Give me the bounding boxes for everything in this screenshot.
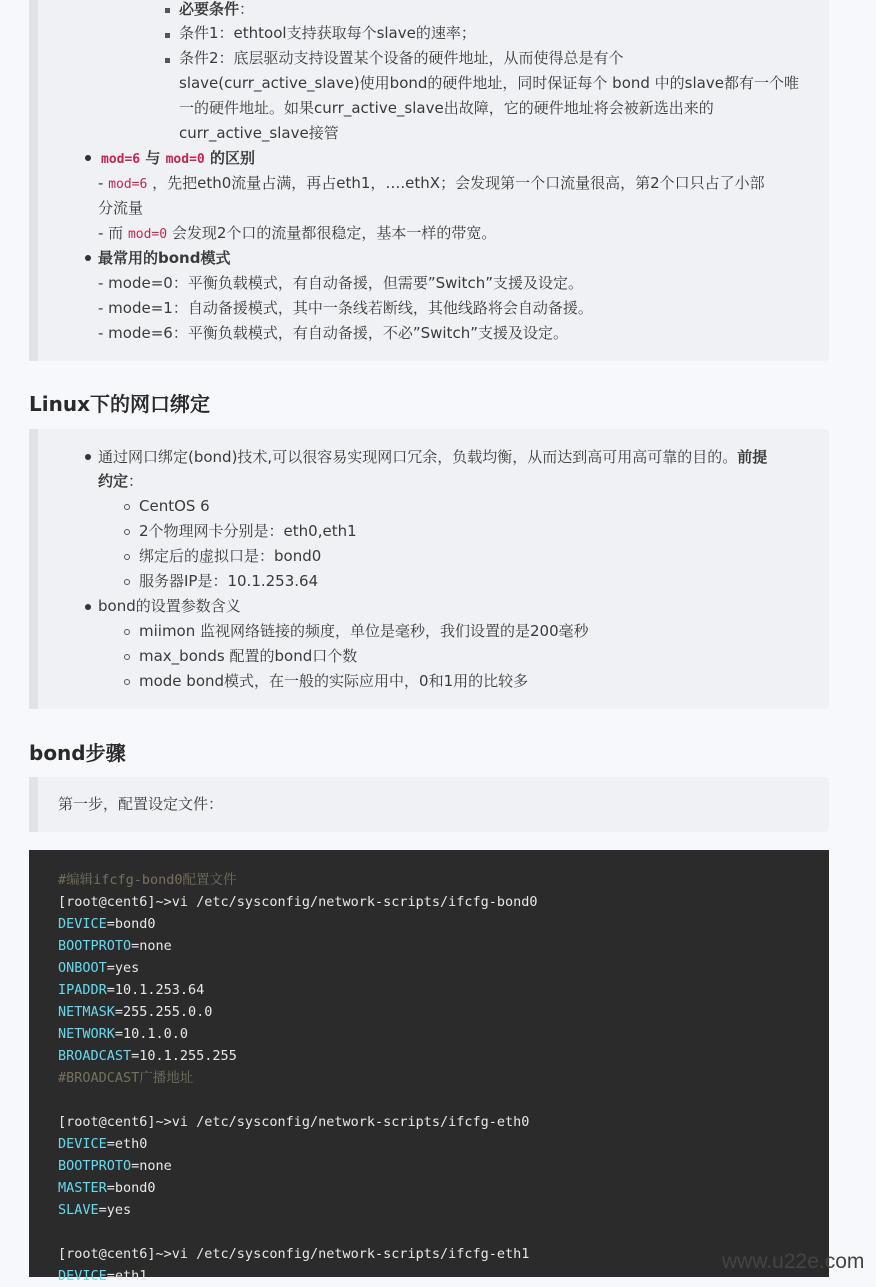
config-value: =none	[131, 938, 172, 954]
param-heading: bond的设置参数含义	[98, 597, 241, 615]
param-item: max_bonds 配置的bond口个数	[139, 647, 358, 665]
config-value: =eth1	[106, 1268, 148, 1284]
config-key: DEVICE	[58, 1136, 107, 1152]
code-comment: #BROADCAST广播地址	[58, 1070, 194, 1086]
code-config-line	[58, 1133, 147, 1155]
circle-bullet-icon	[124, 654, 130, 660]
mode6-line: - mode=6：平衡负载模式，有自动备援，不必”Switch”支援及设定。	[98, 324, 568, 342]
config-value: =255.255.0.0	[114, 1004, 213, 1020]
config-value: =yes	[98, 1202, 132, 1218]
config-value: =10.1.255.255	[131, 1048, 237, 1064]
config-value: =none	[131, 1158, 172, 1174]
param-item: mode bond模式，在一般的实际应用中，0和1用的比较多	[139, 672, 529, 690]
config-key: NETWORK	[58, 1026, 115, 1042]
square-bullet-icon	[165, 58, 170, 63]
intro-line-cont: 约定：	[98, 472, 144, 490]
code-config-line	[58, 1023, 188, 1045]
circle-bullet-icon	[124, 579, 130, 585]
circle-bullet-icon	[124, 554, 130, 560]
code-command: [root@cent6]~>vi /etc/sysconfig/network-scripts/ifcfg-bond0	[58, 894, 538, 910]
watermark: www.u22e.com	[722, 1250, 865, 1273]
config-key: MASTER	[58, 1180, 107, 1196]
config-key: BOOTPROTO	[58, 938, 132, 954]
mod6-description-cont: 分流量	[98, 199, 144, 217]
circle-bullet-icon	[124, 679, 130, 685]
param-item: miimon 监视网络链接的频度，单位是毫秒，我们设置的是200毫秒	[139, 622, 589, 640]
config-key: IPADDR	[58, 982, 107, 998]
circle-bullet-icon	[124, 529, 130, 535]
config-key: SLAVE	[58, 1202, 99, 1218]
code-config-line	[58, 1177, 156, 1199]
config-key: NETMASK	[58, 1004, 115, 1020]
config-value: =bond0	[106, 1180, 156, 1196]
mode0-line: - mode=0：平衡负载模式，有自动备援，但需要”Switch”支援及设定。	[98, 274, 583, 292]
code-config-line	[58, 1265, 147, 1287]
mod-diff-heading: mod=6 与 mod=0 的区别	[101, 149, 255, 167]
config-value: =eth0	[106, 1136, 148, 1152]
condition-1: 条件1：ethtool支持获取每个slave的速率；	[179, 24, 476, 42]
requirement-heading: 必要条件：	[179, 0, 255, 18]
mod6-description: - mod=6 ，先把eth0流量占满，再占eth1，….ethX；会发现第一个口流量很高，第2个口只占了小部	[98, 174, 765, 192]
premise-item: 服务器IP是：10.1.253.64	[139, 572, 319, 590]
config-key: BOOTPROTO	[58, 1158, 132, 1174]
section-heading-bond-steps: bond步骤	[29, 741, 126, 765]
premise-item: 2个物理网卡分别是：eth0,eth1	[139, 522, 357, 540]
code-config-line	[58, 1199, 131, 1221]
bond-intro-blockquote	[29, 429, 829, 709]
section-heading-linux-bond: Linux下的网口绑定	[29, 392, 210, 416]
config-key: ONBOOT	[58, 960, 107, 976]
config-value: =10.1.253.64	[106, 982, 205, 998]
intro-line: 通过网口绑定(bond)技术,可以很容易实现网口冗余，负载均衡，从而达到高可用高可靠的目的。前提	[98, 448, 768, 466]
code-config-line	[58, 1045, 237, 1067]
config-value: =bond0	[106, 916, 156, 932]
mod0-description: - 而 mod=0 会发现2个口的流量都很稳定，基本一样的带宽。	[98, 224, 497, 242]
disc-bullet-icon	[85, 604, 91, 610]
code-config-line	[58, 1001, 212, 1023]
code-command: [root@cent6]~>vi /etc/sysconfig/network-scripts/ifcfg-eth1	[58, 1246, 530, 1262]
code-comment: #编辑ifcfg-bond0配置文件	[58, 872, 237, 888]
config-key: DEVICE	[58, 916, 107, 932]
config-key: DEVICE	[58, 1268, 107, 1284]
square-bullet-icon	[165, 8, 170, 13]
condition-2-line: 一的硬件地址。如果curr_active_slave出故障，它的硬件地址将会被新选出来的	[179, 99, 714, 117]
circle-bullet-icon	[124, 504, 130, 510]
square-bullet-icon	[165, 33, 170, 38]
step-1-text: 第一步，配置设定文件：	[58, 795, 224, 813]
premise-item: 绑定后的虚拟口是：bond0	[139, 547, 322, 565]
code-config-line	[58, 935, 172, 957]
config-key: BROADCAST	[58, 1048, 132, 1064]
code-command: [root@cent6]~>vi /etc/sysconfig/network-scripts/ifcfg-eth0	[58, 1114, 530, 1130]
code-config-line	[58, 913, 156, 935]
config-value: =yes	[106, 960, 140, 976]
disc-bullet-icon	[85, 155, 91, 161]
circle-bullet-icon	[124, 629, 130, 635]
disc-bullet-icon	[85, 454, 91, 460]
code-config-line	[58, 957, 139, 979]
condition-2-line: 条件2：底层驱动支持设置某个设备的硬件地址，从而使得总是有个	[179, 49, 624, 67]
disc-bullet-icon	[85, 255, 91, 261]
code-config-line	[58, 979, 204, 1001]
config-value: =10.1.0.0	[114, 1026, 189, 1042]
common-modes-heading: 最常用的bond模式	[98, 249, 231, 267]
condition-2-line: curr_active_slave接管	[179, 124, 339, 142]
mode1-line: - mode=1：自动备援模式，其中一条线若断线，其他线路将会自动备援。	[98, 299, 593, 317]
code-config-line	[58, 1155, 172, 1177]
premise-item: CentOS 6	[139, 497, 210, 515]
condition-2-line: slave(curr_active_slave)使用bond的硬件地址，同时保证每个 bond 中的slave都有一个唯	[179, 74, 799, 92]
